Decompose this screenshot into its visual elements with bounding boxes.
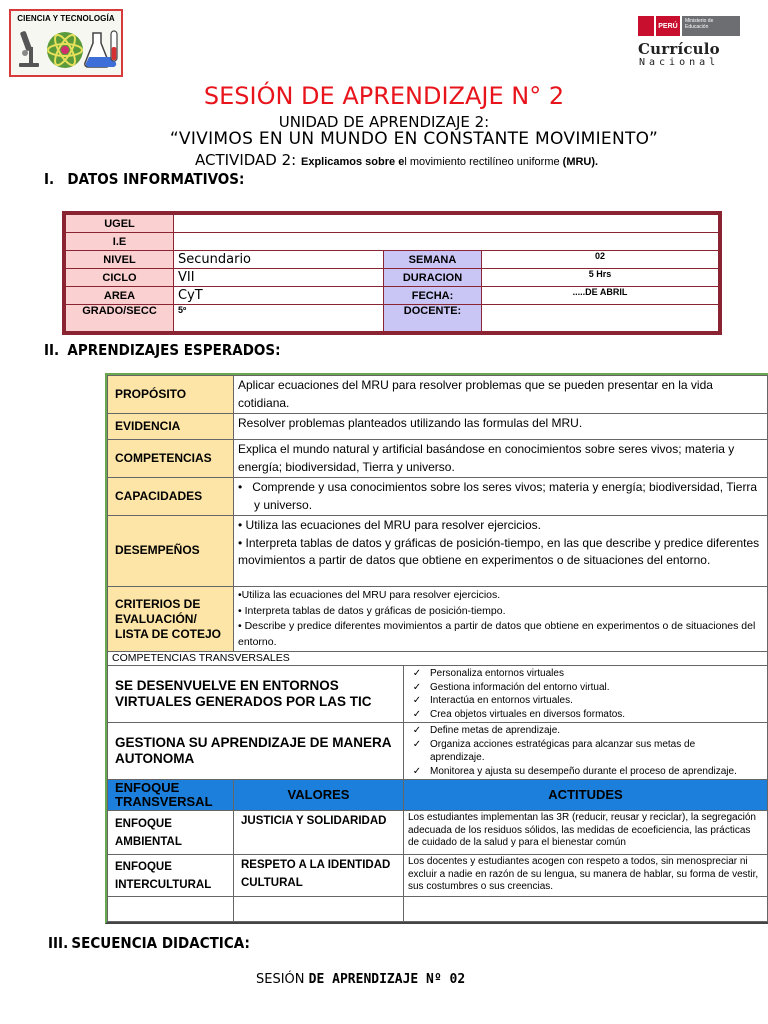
activity-line: [195, 151, 598, 169]
ie-label: I.E: [66, 233, 174, 251]
check-icon: ✓: [412, 695, 422, 706]
table-row: [108, 414, 768, 440]
criterio-item: • Describe y predice diferentes movimientos a partir de datos que obtiene en experimentos o de situaciones del entorno.: [238, 620, 756, 648]
list-item: ✓ Gestiona información del entorno virtual.: [404, 681, 763, 695]
table-row: [66, 269, 719, 287]
competencias-label: COMPETENCIAS: [108, 440, 234, 478]
semana-label: SEMANA: [384, 251, 482, 269]
table-row: [66, 305, 719, 332]
area-label: AREA: [66, 287, 174, 305]
table-row: [108, 723, 768, 780]
table-row: [108, 478, 768, 516]
table-row: [108, 376, 768, 414]
tic-items: [404, 666, 768, 723]
docente-label: DOCENTE:: [384, 305, 482, 332]
criterio-item: • Interpreta tablas de datos y gráficas de posición-tiempo.: [238, 604, 506, 617]
list-item: ✓ Crea objetos virtuales en diversos formatos.: [404, 708, 763, 722]
flask-icon: [85, 31, 117, 67]
empty-cell: [108, 897, 234, 922]
science-icons: [15, 25, 119, 75]
valor-justicia: JUSTICIA Y SOLIDARIDAD: [234, 811, 404, 855]
enfoque-header: ENFOQUE TRANSVERSAL: [108, 780, 234, 811]
desempeno-item: • Utiliza las ecuaciones del MRU para resolver ejercicios.: [238, 518, 541, 532]
table-row: [108, 587, 768, 652]
section-title: DATOS INFORMATIVOS:: [67, 170, 245, 188]
table-row: [108, 780, 768, 811]
proposito-value: Aplicar ecuaciones del MRU para resolver problemas que se pueden presentar en la vida cotidiana.: [234, 376, 768, 414]
empty-cell: [234, 897, 404, 922]
actitud-intercultural: Los docentes y estudiantes acogen con respeto a todos, sin menospreciar ni excluir a nadie en razón de su lengua, su manera de hablar, su forma de vestir, sus costumbres o sus creencias.: [404, 855, 768, 897]
actitud-ambiental: Los estudiantes implementan las 3R (reducir, reusar y reciclar), la segregación adecuada de los residuos sólidos, las medidas de ecoeficiencia, las prácticas de cuidado de la salud y para el bienestar común: [404, 811, 768, 855]
valores-header: VALORES: [234, 780, 404, 811]
nivel-label: NIVEL: [66, 251, 174, 269]
duracion-label: DURACION: [384, 269, 482, 287]
table-row: [108, 897, 768, 922]
check-icon: ✓: [412, 725, 422, 736]
check-icon: ✓: [412, 708, 422, 720]
enfoque-ambiental: ENFOQUE AMBIENTAL: [108, 811, 234, 855]
actitudes-header: ACTITUDES: [404, 780, 768, 811]
curriculo-nacional-logo: [636, 14, 744, 74]
semana-value: 02: [482, 251, 719, 269]
atom-icon: [47, 32, 83, 68]
table-row: [108, 855, 768, 897]
section-aprendizajes-heading: [44, 341, 281, 359]
section-title: APRENDIZAJES ESPERADOS:: [67, 341, 281, 359]
table-row: [108, 440, 768, 478]
table-row: [108, 666, 768, 723]
valor-respeto: RESPETO A LA IDENTIDAD CULTURAL: [234, 855, 404, 897]
autonoma-label: GESTIONA SU APRENDIZAJE DE MANERA AUTONOMA: [108, 723, 404, 780]
area-value: CyT: [174, 287, 384, 305]
table-row: [66, 215, 719, 233]
activity-prefix: ACTIVIDAD 2:: [195, 151, 301, 169]
list-item: ✓ Organiza acciones estratégicas para alcanzar sus metas de: [404, 738, 763, 752]
microscope-icon: [19, 31, 39, 67]
unit-label: UNIDAD DE APRENDIZAJE 2:: [278, 113, 490, 131]
table-row: [108, 652, 768, 666]
footer-session-bold: DE APRENDIZAJE Nº 02: [308, 972, 466, 987]
enfoque-intercultural: ENFOQUE INTERCULTURAL: [108, 855, 234, 897]
capacidades-value: • Comprende y usa conocimientos sobre los seres vivos; materia y energía; biodiversidad, Tierra y universo.: [234, 478, 768, 516]
table-row: [66, 233, 719, 251]
list-item: ✓ Define metas de aprendizaje.: [404, 724, 763, 738]
table-row: [66, 251, 719, 269]
ie-value: [174, 233, 719, 251]
ciencia-tecnologia-logo: [9, 9, 123, 77]
activity-normal: l movimiento rectilíneo uniforme: [404, 156, 563, 168]
ciclo-value: VII: [174, 269, 384, 287]
criterio-item: •Utiliza las ecuaciones del MRU para resolver ejercicios.: [238, 589, 501, 601]
table-row: [108, 811, 768, 855]
curriculo-text: Currículo: [638, 40, 720, 58]
transversales-label: COMPETENCIAS TRANSVERSALES: [108, 652, 768, 666]
section-number: III.: [48, 934, 69, 952]
criterios-value: [234, 587, 768, 652]
check-icon: ✓: [412, 681, 422, 693]
desempenos-value: [234, 516, 768, 587]
activity-bold-2: (MRU).: [562, 156, 599, 168]
aprendizajes-table: [105, 373, 768, 924]
section-secuencia-heading: [48, 934, 250, 952]
fecha-value: .....DE ABRIL: [482, 287, 719, 305]
proposito-label: PROPÓSITO: [108, 376, 234, 414]
grado-value: 5º: [174, 305, 384, 332]
nivel-value: Secundario: [174, 251, 384, 269]
activity-bold-1: Explicamos sobre e: [300, 156, 405, 168]
criterios-label: CRITERIOS DE EVALUACIÓN/ LISTA DE COTEJO: [108, 587, 234, 652]
ciclo-label: CICLO: [66, 269, 174, 287]
empty-cell: [404, 897, 768, 922]
ministry-label: Ministerio de Educación: [682, 16, 740, 36]
grado-label: GRADO/SECC: [66, 305, 174, 332]
peru-shield-icon: [638, 16, 654, 36]
duracion-value: 5 Hrs: [482, 269, 719, 287]
table-row: [66, 287, 719, 305]
list-item: ✓ Personaliza entornos virtuales: [404, 667, 763, 681]
list-item: aprendizaje.: [430, 752, 485, 763]
evidencia-label: EVIDENCIA: [108, 414, 234, 440]
peru-label: PERÚ: [656, 16, 680, 36]
check-icon: ✓: [412, 668, 422, 679]
check-icon: ✓: [412, 765, 422, 777]
list-item: ✓ Monitorea y ajusta su desempeño durante el proceso de aprendizaje.: [404, 765, 763, 779]
section-datos-heading: [44, 170, 244, 188]
unit-name: “VIVIMOS EN UN MUNDO EN CONSTANTE MOVIMIENTO”: [169, 129, 659, 149]
capacidades-label: CAPACIDADES: [108, 478, 234, 516]
desempenos-label: DESEMPEÑOS: [108, 516, 234, 587]
session-title: SESIÓN DE APRENDIZAJE N° 2: [203, 82, 565, 110]
tic-label: SE DESENVUELVE EN ENTORNOS VIRTUALES GENERADOS POR LAS TIC: [108, 666, 404, 723]
datos-informativos-table: [62, 211, 722, 335]
check-icon: ✓: [412, 738, 422, 750]
desempeno-item: • Interpreta tablas de datos y gráficas de posición-tiempo, en las que describe y predice diferentes movimientos a partir de datos que obtiene en experimentos o de situaciones del entorno.: [238, 535, 760, 567]
list-item: ✓ Interactúa en entornos virtuales.: [404, 694, 763, 708]
docente-value: [482, 305, 719, 332]
competencias-value: Explica el mundo natural y artificial basándose en conocimientos sobre seres vivos; materia y energía; biodiversidad, Tierra y universo.: [234, 440, 768, 478]
nacional-text: Nacional: [639, 57, 720, 68]
autonoma-items: [404, 723, 768, 780]
fecha-label: FECHA:: [384, 287, 482, 305]
capacidades-text: Comprende y usa conocimientos sobre los seres vivos; materia y energía; biodiversidad, Tierra y universo.: [252, 480, 758, 512]
ugel-label: UGEL: [66, 215, 174, 233]
footer-session-label: SESIÓN DE APRENDIZAJE Nº 02: [256, 972, 466, 987]
section-number: II.: [44, 341, 60, 359]
section-title: SECUENCIA DIDACTICA:: [71, 934, 250, 952]
table-row: [108, 516, 768, 587]
section-number: I.: [44, 170, 55, 188]
logo-left-title: CIENCIA Y TECNOLOGÍA: [17, 14, 115, 23]
ugel-value: [174, 215, 719, 233]
evidencia-value: Resolver problemas planteados utilizando las formulas del MRU.: [234, 414, 768, 440]
